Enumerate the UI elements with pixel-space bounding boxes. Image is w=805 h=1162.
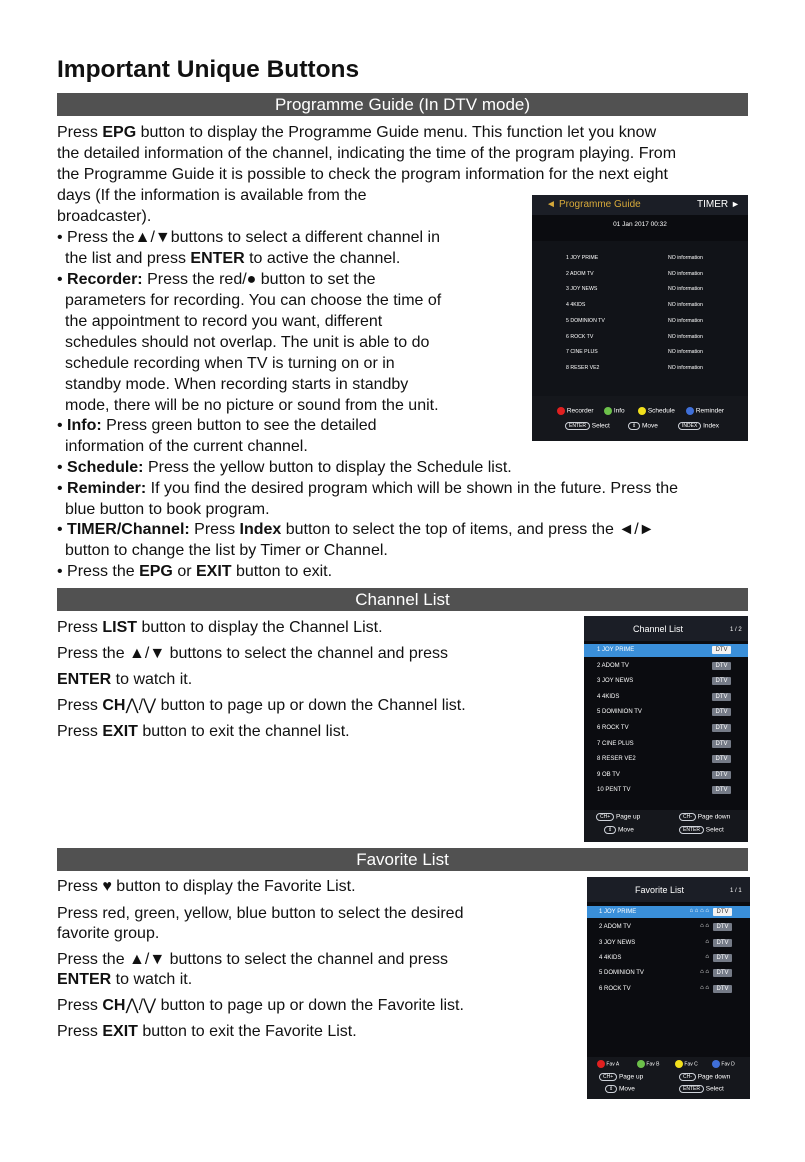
epg-channel-name[interactable]: 2 ADOM TV	[566, 270, 594, 277]
dtv-tag: DTV	[712, 662, 731, 670]
pg-bullet-exit: • Press the EPG or EXIT button to exit.	[57, 563, 333, 580]
channel-name: 7 CINE PLUS	[597, 740, 634, 747]
blue-button-icon	[686, 407, 694, 415]
red-button-icon	[597, 1060, 605, 1068]
epg-title: Programme Guide	[559, 199, 641, 210]
fl-line-6: Press CH⋀/⋁ button to page up or down the Favorite list.	[57, 997, 464, 1014]
pg-bullet-select: • Press the▲/▼buttons to select a different channel in	[57, 229, 440, 246]
epg-channel-info: NO information	[668, 270, 703, 277]
channel-list-page: 1 / 2	[730, 627, 742, 633]
ch-plus-key-icon: CH+	[596, 813, 614, 821]
channel-list-row[interactable]	[584, 644, 748, 657]
cl-line-4: Press CH⋀/⋁ button to page up or down the Channel list.	[57, 697, 466, 714]
channel-name: 4 4KIDS	[597, 693, 620, 700]
dtv-tag: DTV	[713, 923, 732, 931]
channel-name: 6 ROCK TV	[599, 985, 631, 992]
cl-line-1: Press LIST button to display the Channel List.	[57, 619, 383, 636]
channel-name: 1 JOY PRIME	[599, 909, 637, 915]
cl-key-page-up: Page up	[615, 813, 641, 821]
favorite-list-row[interactable]	[587, 921, 750, 933]
green-button-icon	[604, 407, 612, 415]
pg-bullet-info-2: information of the current channel.	[65, 438, 308, 455]
cl-line-2: Press the ▲/▼ buttons to select the channel and press	[57, 645, 448, 662]
channel-name: 4 4KIDS	[599, 954, 622, 961]
cl-line-3: ENTER to watch it.	[57, 671, 193, 688]
channel-list-row[interactable]	[584, 738, 748, 751]
channel-list-row[interactable]	[584, 706, 748, 719]
favorite-group-icon: ⌂ ⌂	[700, 923, 709, 930]
epg-channel-info: NO information	[668, 255, 703, 261]
cl-key-page-down: Page down	[697, 813, 731, 821]
pg-bullet-recorder-3: the appointment to record you want, different	[65, 313, 383, 330]
epg-channel-info: NO information	[668, 349, 703, 356]
dtv-tag: DTV	[712, 771, 731, 779]
fl-key-page-down: Page down	[697, 1073, 731, 1081]
pg-bullet-timer-2: button to change the list by Timer or Channel.	[65, 542, 388, 559]
favorite-list-title: Favorite List	[634, 885, 685, 895]
favorite-list-row[interactable]	[587, 906, 750, 918]
page-title: Important Unique Buttons	[57, 56, 360, 83]
channel-list-title: Channel List	[632, 624, 684, 634]
favorite-group-icon: ⌂	[705, 953, 709, 960]
epg-date: 01 Jan 2017 00:32	[613, 221, 667, 228]
epg-legend-recorder: Recorder	[566, 407, 594, 415]
ch-minus-key-icon: CH-	[679, 1073, 696, 1081]
epg-legend-info: Info	[613, 407, 625, 415]
epg-channel-name[interactable]: 6 ROCK TV	[566, 333, 594, 340]
epg-legend-reminder: Reminder	[695, 407, 724, 415]
fl-line-7: Press EXIT button to exit the Favorite List.	[57, 1023, 357, 1040]
epg-channel-name[interactable]: 7 CINE PLUS	[566, 349, 598, 356]
green-button-icon	[637, 1060, 645, 1068]
red-button-icon	[557, 407, 565, 415]
dtv-tag: DTV	[712, 740, 731, 748]
move-key-icon: ⇕	[628, 422, 640, 430]
fl-key-select: Select	[705, 1085, 724, 1093]
ch-minus-key-icon: CH-	[679, 813, 696, 821]
favorite-group-icon: ⌂	[705, 938, 709, 945]
dtv-tag: DTV	[713, 908, 732, 916]
pg-line-1: Press EPG button to display the Programme Guide menu. This function let you know	[57, 124, 657, 141]
epg-channel-info: NO information	[668, 317, 703, 324]
epg-channel-name[interactable]: 1 JOY PRIME	[566, 255, 599, 261]
favorite-list-row[interactable]	[587, 937, 750, 949]
fl-line-2: Press red, green, yellow, blue button to select the desired	[57, 905, 464, 922]
channel-name: 5 DOMINION TV	[597, 709, 642, 716]
pg-bullet-recorder-7: mode, there will be no picture or sound from the unit.	[65, 397, 439, 414]
epg-channel-info: NO information	[668, 302, 703, 309]
cl-key-select: Select	[705, 826, 724, 834]
epg-key-select: Select	[591, 422, 610, 430]
section-header-favorite-list: Favorite List	[57, 848, 748, 871]
arrow-left-icon: ◄	[546, 199, 556, 210]
channel-name: 6 ROCK TV	[597, 725, 629, 731]
pg-line-5: broadcaster).	[57, 208, 152, 225]
epg-channel-info: NO information	[668, 286, 703, 293]
heart-icon: ♥	[102, 878, 112, 895]
pg-bullet-schedule: • Schedule: Press the yellow button to display the Schedule list.	[57, 459, 512, 476]
cl-line-5: Press EXIT button to exit the channel list.	[57, 723, 350, 740]
channel-name: 9 OB TV	[597, 771, 620, 778]
favorite-list-page: 1 / 1	[730, 888, 742, 894]
fl-line-1: Press ♥ button to display the Favorite List.	[57, 878, 356, 895]
dtv-tag: DTV	[712, 646, 731, 654]
favorite-group-icon: ⌂ ⌂ ⌂ ⌂	[689, 908, 709, 914]
epg-legend-schedule: Schedule	[647, 407, 675, 415]
pg-line-2: the detailed information of the channel, indicating the time of the program playing. From	[57, 145, 677, 162]
channel-name: 3 JOY NEWS	[597, 678, 634, 685]
epg-channel-info: NO information	[668, 333, 703, 340]
channel-list-row[interactable]	[584, 769, 748, 782]
dtv-tag: DTV	[713, 939, 732, 947]
epg-timer-label: TIMER	[697, 199, 729, 210]
epg-key-index: Index	[703, 422, 719, 430]
pg-bullet-recorder-5: schedule recording when TV is turning on or in	[65, 355, 395, 372]
favorite-group-icon: ⌂ ⌂	[700, 984, 709, 991]
epg-channel-name[interactable]: 8 RESER VE2	[566, 364, 600, 371]
fav-legend-d: Fav D	[721, 1061, 735, 1068]
dtv-tag: DTV	[712, 786, 731, 794]
yellow-button-icon	[638, 407, 646, 415]
favorite-list-screen	[587, 877, 750, 1099]
channel-list-row[interactable]	[584, 784, 748, 797]
yellow-button-icon	[675, 1060, 683, 1068]
channel-list-row[interactable]	[584, 722, 748, 735]
channel-name: 10 PENT TV	[597, 787, 631, 794]
pg-bullet-timer: • TIMER/Channel: Press Index button to select the top of items, and press the ◄/►	[57, 521, 655, 538]
channel-name: 2 ADOM TV	[597, 662, 629, 669]
arrow-right-icon: ►	[731, 199, 740, 209]
dtv-tag: DTV	[713, 954, 732, 962]
epg-key-move: Move	[642, 422, 658, 430]
ch-plus-key-icon: CH+	[599, 1073, 617, 1081]
channel-name: 3 JOY NEWS	[599, 939, 636, 946]
dtv-tag: DTV	[712, 724, 731, 732]
channel-list-row[interactable]	[584, 753, 748, 766]
channel-list-row[interactable]	[584, 675, 748, 688]
fl-key-move: Move	[619, 1085, 635, 1093]
pg-bullet-select-2: the list and press ENTER to active the channel.	[65, 250, 401, 267]
index-key-icon: INDEX	[678, 422, 701, 430]
pg-bullet-recorder-4: schedules should not overlap. The unit is able to do	[65, 334, 430, 351]
channel-name: 2 ADOM TV	[599, 924, 631, 931]
enter-key-icon: ENTER	[565, 422, 590, 430]
dtv-tag: DTV	[712, 755, 731, 763]
fl-line-5: ENTER to watch it.	[57, 971, 193, 988]
fav-legend-c: Fav C	[684, 1061, 698, 1068]
channel-name: 1 JOY PRIME	[597, 647, 635, 653]
channel-list-row[interactable]	[584, 691, 748, 704]
channel-name: 8 RESER VE2	[597, 756, 636, 763]
fl-line-3: favorite group.	[57, 925, 160, 942]
epg-channel-info: NO information	[668, 364, 703, 371]
blue-button-icon	[712, 1060, 720, 1068]
favorite-list-row[interactable]	[587, 952, 750, 964]
fav-legend-b: Fav B	[646, 1061, 660, 1068]
pg-line-4: days (If the information is available from the	[57, 187, 367, 204]
channel-name: 5 DOMINION TV	[599, 970, 644, 977]
pg-bullet-reminder-2: blue button to book program.	[65, 501, 270, 518]
fl-key-page-up: Page up	[618, 1073, 644, 1081]
dtv-tag: DTV	[713, 985, 732, 993]
pg-bullet-recorder-6: standby mode. When recording starts in standby	[65, 376, 409, 393]
pg-bullet-recorder: • Recorder: Press the red/● button to set the	[57, 271, 376, 288]
favorite-list-row[interactable]	[587, 967, 750, 979]
section-header-channel-list: Channel List	[57, 588, 748, 611]
channel-list-screen	[584, 616, 748, 842]
epg-channel-name[interactable]: 5 DOMINION TV	[566, 317, 605, 324]
section-header-programme-guide: Programme Guide (In DTV mode)	[57, 93, 748, 116]
pg-bullet-reminder: • Reminder: If you find the desired program which will be shown in the future. Press the	[57, 480, 678, 497]
channel-list-row[interactable]	[584, 660, 748, 673]
dtv-tag: DTV	[712, 677, 731, 685]
dtv-tag: DTV	[712, 708, 731, 716]
fav-legend-a: Fav A	[606, 1061, 620, 1068]
favorite-group-icon: ⌂ ⌂	[700, 969, 709, 976]
dtv-tag: DTV	[713, 969, 732, 977]
pg-bullet-info: • Info: Press green button to see the detailed	[57, 417, 377, 434]
enter-key-icon: ENTER	[679, 826, 704, 834]
cl-key-move: Move	[618, 826, 634, 834]
fl-line-4: Press the ▲/▼ buttons to select the channel and press	[57, 951, 448, 968]
epg-channel-name[interactable]: 4 4KIDS	[566, 302, 586, 309]
move-key-icon: ⇕	[604, 826, 616, 834]
enter-key-icon: ENTER	[679, 1085, 704, 1093]
pg-bullet-recorder-2: parameters for recording. You can choose the time of	[65, 292, 442, 309]
favorite-list-row[interactable]	[587, 983, 750, 995]
dtv-tag: DTV	[712, 693, 731, 701]
pg-line-3: the Programme Guide it is possible to check the program information for the next eight	[57, 166, 668, 183]
move-key-icon: ⇕	[605, 1085, 617, 1093]
epg-channel-name[interactable]: 3 JOY NEWS	[566, 286, 598, 293]
epg-screen	[532, 195, 748, 441]
